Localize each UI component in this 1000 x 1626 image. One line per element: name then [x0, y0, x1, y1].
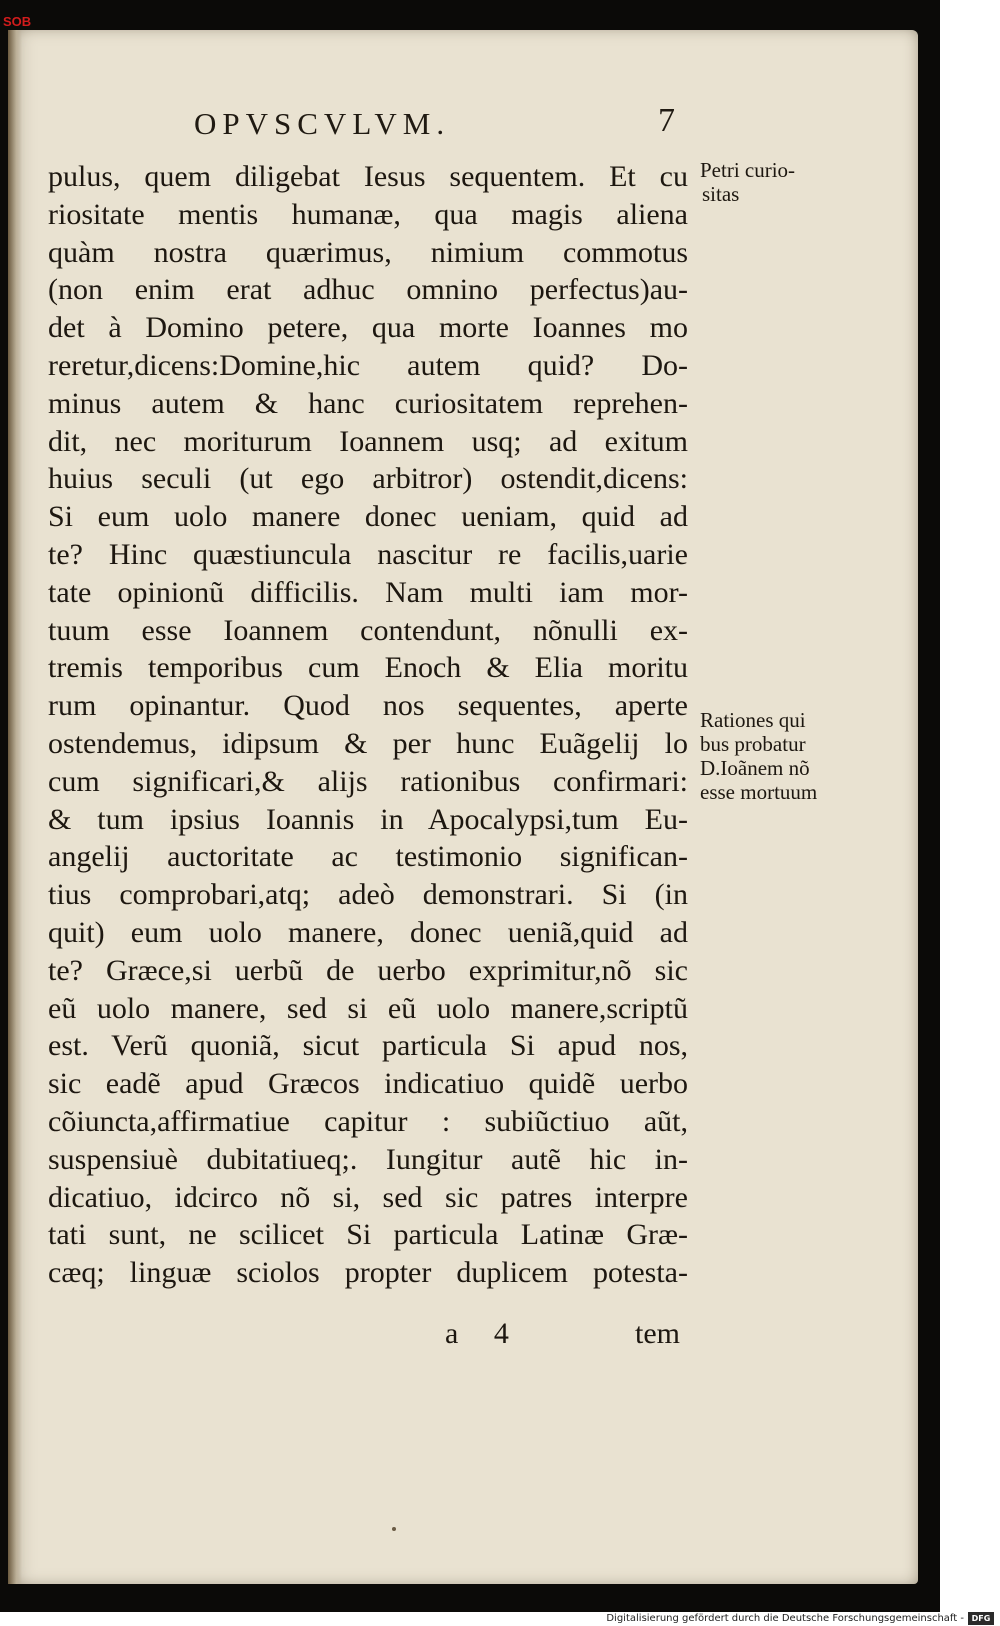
main-text-block	[48, 158, 688, 1292]
text-line: eũ uolo manere, sed si eũ uolo manere,scriptũ	[48, 991, 688, 1025]
text-line: rum opinantur. Quod nos sequentes, aperte	[48, 689, 688, 723]
margin-note-rationes	[700, 708, 817, 804]
text-line: cæq; linguæ sciolos propter duplicem potesta-	[48, 1256, 688, 1290]
margin-note-line: Petri curio-	[700, 158, 796, 182]
running-head: OPVSCVLVM.	[194, 106, 451, 141]
text-line: cum significari,& alijs rationibus confirmari:	[48, 764, 688, 798]
text-line: dicatiuo, idcirco nõ si, sed sic patres interpre	[48, 1180, 688, 1214]
margin-note-line: Rationes qui	[700, 708, 806, 732]
text-line: ostendemus, idipsum & per hunc Euãgelij lo	[48, 726, 688, 760]
scan-id-label: SOB	[3, 14, 32, 29]
dfg-logo: DFG	[968, 1612, 994, 1625]
text-line: tremis temporibus cum Enoch & Elia moritu	[48, 651, 688, 685]
text-line: sic eadẽ apud Græcos indicatiuo quidẽ uerbo	[48, 1067, 688, 1101]
text-line: (non enim erat adhuc omnino perfectus)au-	[48, 273, 688, 307]
text-line: est. Verũ quoniã, sicut particula Si apud nos,	[48, 1029, 688, 1063]
text-line: quit) eum uolo manere, donec ueniã,quid ad	[48, 915, 688, 949]
margin-note-line: sitas	[702, 182, 740, 206]
text-line: tius comprobari,atq; adeò demonstrari. Si (in	[48, 878, 688, 912]
text-line: huius seculi (ut ego arbitror) ostendit,dicens:	[48, 462, 688, 496]
text-line: tati sunt, ne scilicet Si particula Latinæ Græ-	[48, 1218, 688, 1252]
margin-note-line: esse mortuum	[700, 780, 818, 804]
text-line: tate opinionũ difficilis. Nam multi iam mor-	[48, 575, 688, 609]
text-line: cõiuncta,affirmatiue capitur : subiũctiuo aũt,	[48, 1104, 688, 1138]
text-line: reretur,dicens:Domine,hic autem quid? Do-	[48, 348, 688, 382]
page-number: 7	[658, 102, 675, 139]
text-line: quàm nostra quærimus, nimium commotus	[48, 235, 688, 269]
text-line: & tum ipsius Ioannis in Apocalypsi,tum Eu-	[48, 802, 688, 836]
paper-speck	[392, 1527, 396, 1531]
text-line: dit, nec moriturum Ioannem usq; ad exitum	[48, 424, 688, 458]
text-line: minus autem & hanc curiositatem reprehen-	[48, 386, 688, 420]
text-line: det à Domino petere, qua morte Ioannes mo	[48, 311, 688, 345]
text-line: angelij auctoritate ac testimonio significan-	[48, 840, 688, 874]
page-spine-shadow	[8, 30, 22, 1584]
text-line: suspensiuè dubitatiueq;. Iungitur autẽ hic in-	[48, 1142, 688, 1176]
margin-note-line: bus probatur	[700, 732, 806, 756]
text-line: te? Hinc quæstiuncula nascitur re facilis,uarie	[48, 537, 688, 571]
text-line: te? Græce,si uerbũ de uerbo exprimitur,nõ sic	[48, 953, 688, 987]
margin-note-petri	[700, 158, 795, 206]
catchword: tem	[635, 1317, 680, 1350]
text-line: riositate mentis humanæ, qua magis aliena	[48, 197, 688, 231]
book-page	[8, 30, 918, 1584]
text-line: tuum esse Ioannem contendunt, nõnulli ex-	[48, 613, 688, 647]
digitization-credit: Digitalisierung gefördert durch die Deutsche Forschungsgemeinschaft -	[606, 1613, 964, 1624]
text-line: Si eum uolo manere donec ueniam, quid ad	[48, 500, 688, 534]
margin-note-line: D.Ioãnem nõ	[700, 756, 810, 780]
signature-mark: a 4	[445, 1317, 509, 1350]
text-line: pulus, quem diligebat Iesus sequentem. Et cu	[48, 160, 688, 193]
